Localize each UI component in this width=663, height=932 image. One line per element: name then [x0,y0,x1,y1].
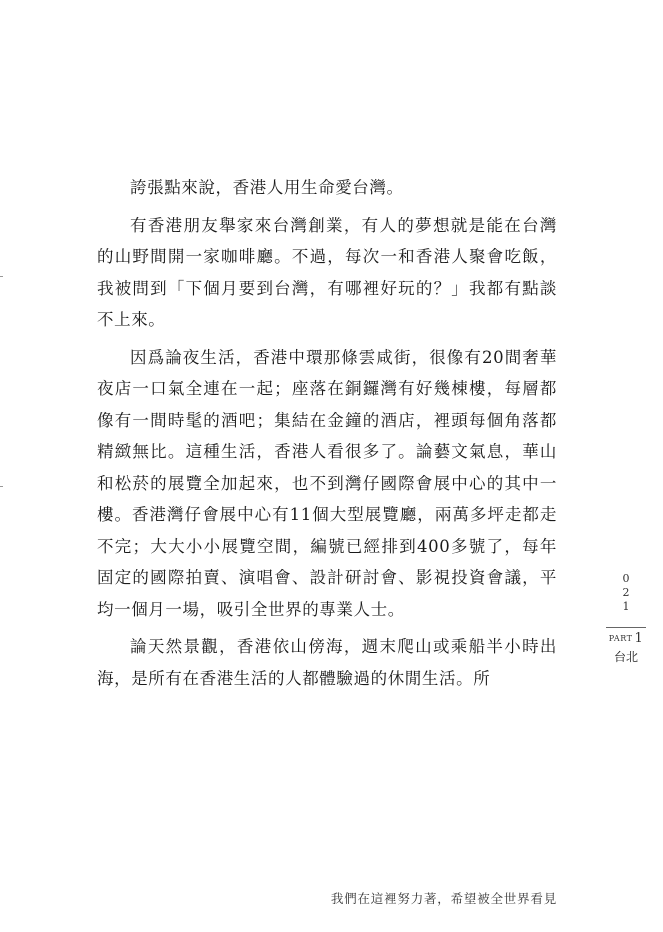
margin-mark [0,486,3,487]
page-number [612,572,640,614]
page-number-digit: 0 [622,572,630,585]
body-text [97,172,557,700]
divider [606,627,646,628]
part-number: 1 [634,631,644,646]
part-word: PART [608,634,633,643]
part-title: 台北 [613,650,638,664]
paragraph: 論天然景觀，香港依山傍海，週末爬山或乘船半小時出海，是所有在香港生活的人都體驗過的休閒生活。所 [97,637,557,688]
page-number-digit: 2 [622,586,630,599]
running-footer: 我們在這裡努力著，希望被全世界看見 [330,891,557,906]
paragraph: 因爲論夜生活，香港中環那條雲咸街，很像有20間奢華夜店一口氣全連在一起；座落在銅鑼灣有好幾棟樓，每層都像有一間時髦的酒吧；集結在金鐘的酒店，裡頭每個角落都精緻無比。這種生活，香港人看很多了。論藝文氣息，華山和松菸的展覽全加起來，也不到灣仔國際會展中心的其中一樓。香港灣仔會展中心有11個大型展覽廳，兩萬多坪走都走不完；大大小小展覽空間，編號已經排到400多號了，每年固定的國際拍賣、演唱會、設計研討會、影視投資會議，平均一個月一場，吸引全世界的專業人士。 [97,347,557,619]
margin-mark [0,276,3,277]
part-label [606,631,646,646]
paragraph: 誇張點來說，香港人用生命愛台灣。 [130,178,404,197]
page-number-digit: 1 [622,600,630,613]
paragraph: 有香港朋友舉家來台灣創業，有人的夢想就是能在台灣的山野間開一家咖啡廳。不過，每次一和香港人聚會吃飯，我被問到「下個月要到台灣，有哪裡好玩的？」我都有點談不上來。 [97,215,557,329]
